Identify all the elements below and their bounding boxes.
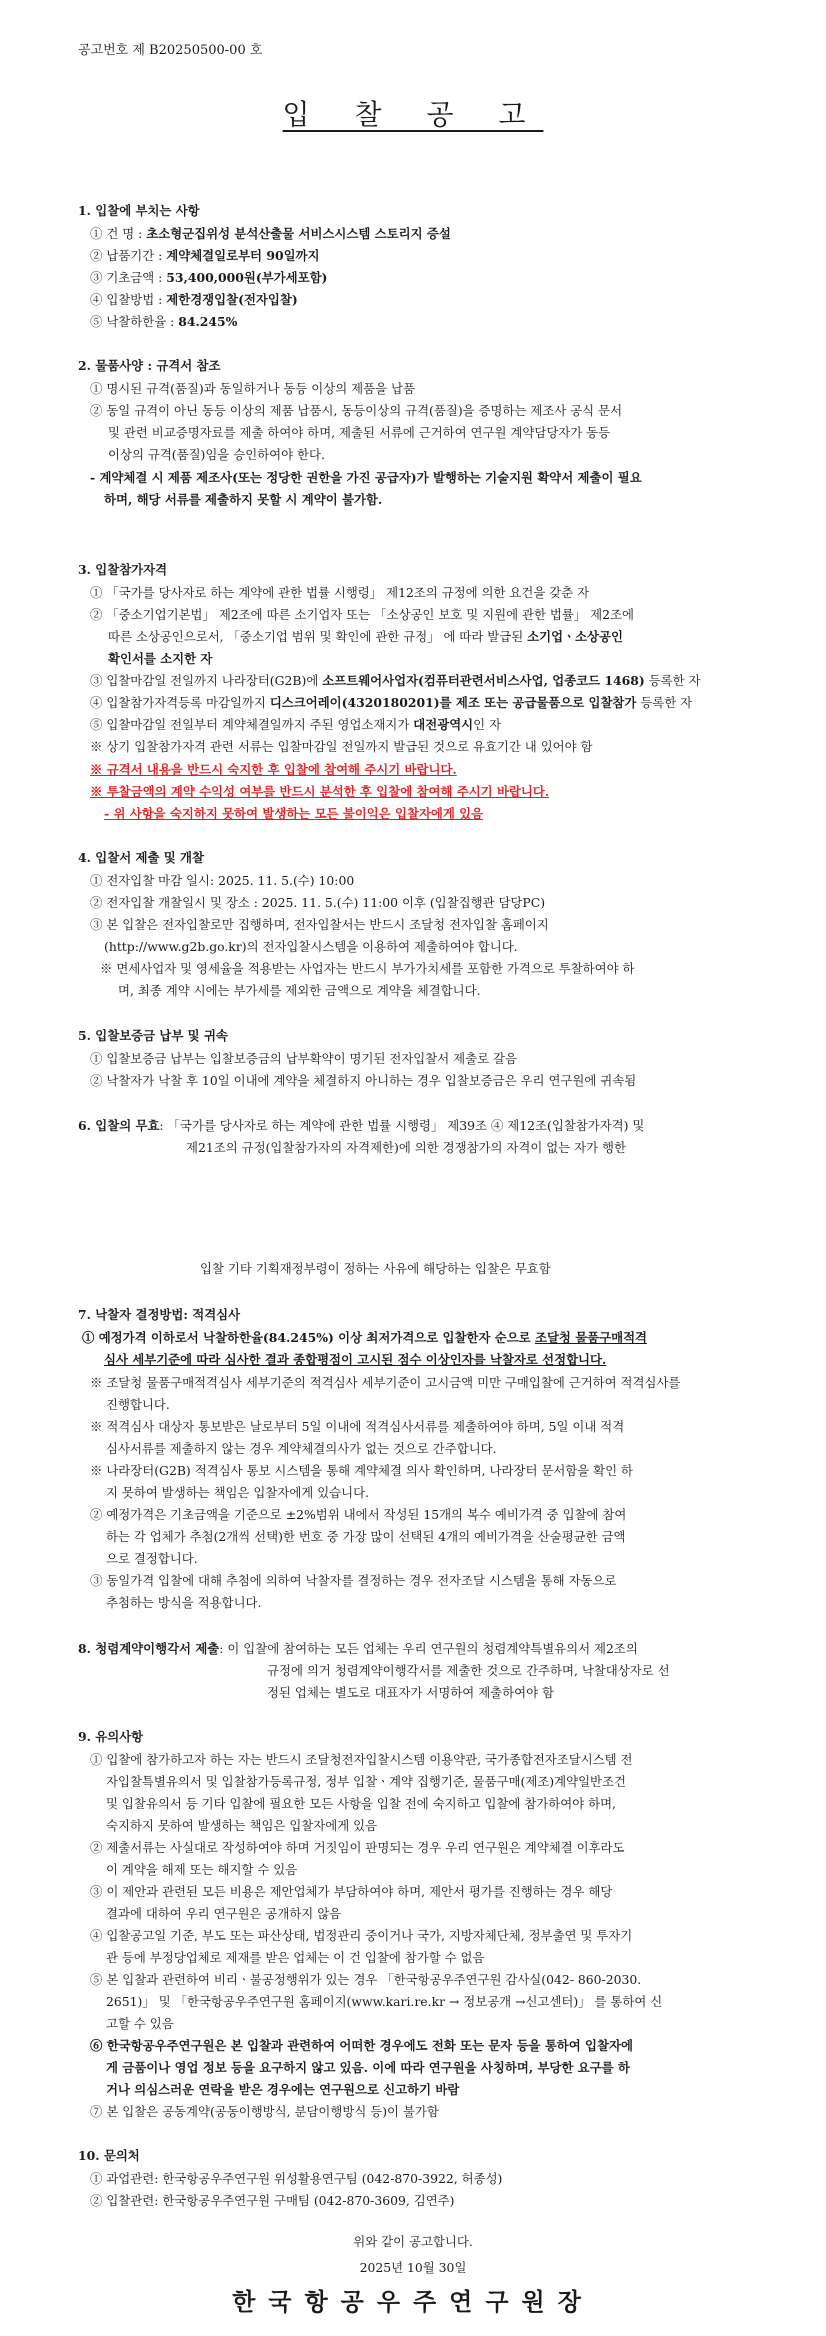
s10-line: ① 과업관련: 한국항공우주연구원 위성활용연구팀 (042-870-3922, 허종성) (90, 2171, 503, 2186)
s4-line: 며, 최종 계약 시에는 부가세를 제외한 금액으로 계약을 체결합니다. (118, 983, 481, 998)
title-text: 입 찰 공 고 (282, 98, 544, 131)
section-4-heading: 4. 입찰서 제출 및 개찰 (78, 850, 204, 865)
s7-underline: 조달청 물품구매적격 (534, 1330, 648, 1345)
s9-line: 결과에 대하여 우리 연구원은 공개하지 않음 (106, 1906, 342, 1921)
s1-item (90, 250, 320, 262)
s9-line: ⑥ 한국항공우주연구원은 본 입찰과 관련하여 어떠한 경우에도 전화 또는 문자 등을 통하여 입찰자에 (90, 2038, 633, 2053)
s4-line: ※ 면세사업자 및 영세율을 적용받는 사업자는 반드시 부가가치세를 포함한 가격으로 투찰하여야 하 (100, 961, 635, 976)
s1-item-label: ③ 기초금액 : (90, 270, 167, 285)
s1-item-value: 제한경쟁입찰(전자입찰) (166, 292, 298, 307)
s9-line: 이 계약을 해제 또는 해지할 수 있음 (106, 1862, 298, 1877)
s9-line: 거나 의심스러운 연락을 받은 경우에는 연구원으로 신고하기 바람 (106, 2082, 460, 2097)
s8-line (78, 1643, 638, 1655)
s6-text: : 「국가를 당사자로 하는 계약에 관한 법률 시행령」 제39조 ④ 제12조(입찰참가자격) 및 (159, 1118, 645, 1133)
section-3-heading: 3. 입찰참가자격 (78, 562, 168, 577)
section-2-heading: 2. 물품사양 : 규격서 참조 (78, 358, 221, 373)
s6-line: 제21조의 규정(입찰참가자의 자격제한)에 의한 경쟁참가의 자격이 없는 자가 행한 (186, 1140, 626, 1155)
s5-line: ① 입찰보증금 납부는 입찰보증금의 납부확약이 명기된 전자입찰서 제출로 갈음 (90, 1051, 517, 1066)
s3-bold: 디스크어레이(4320180201)를 제조 또는 공급물품으로 입찰참가 (269, 695, 637, 710)
s7-note: 지 못하여 발생하는 책임은 입찰자에게 있습니다. (106, 1485, 370, 1500)
s9-line: ⑦ 본 입찰은 공동계약(공동이행방식, 분담이행방식 등)이 불가함 (90, 2104, 439, 2119)
s1-item-label: ④ 입찰방법 : (90, 292, 167, 307)
s3-text: ④ 입찰참가자격등록 마감일까지 (90, 695, 270, 710)
s1-item-label: ⑤ 낙찰하한율 : (90, 314, 179, 329)
s9-line: ④ 입찰공고일 기준, 부도 또는 파산상태, 법정관리 중이거나 국가, 지방자체단체, 정부출연 및 투자기 (90, 1928, 633, 1943)
s8-line: 규정에 의거 청렴계약이행각서를 제출한 것으로 간주하며, 낙찰대상자로 선 (267, 1663, 670, 1678)
s3-line (90, 697, 692, 709)
s7-note: ※ 나라장터(G2B) 적격심사 통보 시스템을 통해 계약체결 의사 확인하며, 나라장터 문서함을 확인 하 (90, 1463, 634, 1478)
s9-line: ③ 이 제안과 관련된 모든 비용은 제안업체가 부담하여야 하며, 제안서 평가를 진행하는 경우 해당 (90, 1884, 613, 1899)
s3-warning: ※ 규격서 내용을 반드시 숙지한 후 입찰에 참여해 주시기 바랍니다. (90, 762, 457, 777)
s3-text: 등록한 자 (644, 673, 701, 688)
section-6-heading: 6. 입찰의 무효 (78, 1118, 160, 1133)
s7-note: 진행합니다. (106, 1397, 170, 1412)
s3-text: 따른 소상공인으로서, 「중소기업 범위 및 확인에 관한 규정」 에 따라 발급된 (108, 629, 528, 644)
s3-text: 인 자 (473, 717, 502, 732)
s3-line (90, 719, 501, 731)
s9-line: 숙지하지 못하여 발생하는 책임은 입찰자에게 있음 (106, 1818, 378, 1833)
s2-line: 및 관련 비교증명자료를 제출 하여야 하며, 제출된 서류에 근거하여 연구원 계약담당자가 동등 (108, 425, 611, 440)
s1-item-value: 초소형군집위성 분석산출물 서비스시스템 스토리지 증설 (146, 226, 451, 241)
s2-line: ② 동일 규격이 아닌 동등 이상의 제품 납품시, 동등이상의 규격(품질)을 증명하는 제조사 공식 문서 (90, 403, 623, 418)
s2-line: 이상의 규격(품질)임을 승인하여야 한다. (108, 447, 325, 462)
s1-item-value: 84.245% (178, 314, 238, 329)
s1-item (90, 272, 327, 284)
s1-item-label: ② 납품기간 : (90, 248, 167, 263)
s10-line: ② 입찰관련: 한국항공우주연구원 구매팀 (042-870-3609, 김연주) (90, 2193, 455, 2208)
s4-line: (http://www.g2b.go.kr)의 전자입찰시스템을 이용하여 제출하여야 합니다. (104, 939, 518, 954)
s7-note: 심사서류를 제출하지 않는 경우 계약체결의사가 없는 것으로 간주합니다. (106, 1441, 497, 1456)
s7-line: 하는 각 업체가 추첨(2개씩 선택)한 번호 중 가장 많이 선택된 4개의 예비가격을 산술평균한 금액 (106, 1529, 626, 1544)
s1-item (90, 228, 451, 240)
s2-note: - 계약체결 시 제품 제조사(또는 정당한 권한을 가진 공급자)가 발행하는 기술지원 확약서 제출이 필요 (90, 470, 642, 485)
s1-item (90, 316, 237, 328)
s7-line: 심사 세부기준에 따라 심사한 결과 종합평점이 고시된 점수 이상인자를 낙찰자로 선정합니다. (104, 1352, 607, 1367)
s1-item (90, 294, 298, 306)
s3-line: ② 「중소기업기본법」 제2조에 따른 소기업자 또는 「소상공인 보호 및 지원에 관한 법률」 제2조에 (90, 607, 634, 622)
s7-note: ※ 조달청 물품구매적격심사 세부기준의 적격심사 세부기준이 고시금액 미만 구매입찰에 근거하여 적격심사를 (90, 1375, 681, 1390)
notice-number: 공고번호 제 B20250500-00 호 (78, 43, 263, 58)
section-1-heading: 1. 입찰에 부치는 사항 (78, 203, 200, 218)
s3-line: ※ 상기 입찰참가자격 관련 서류는 입찰마감일 전일까지 발급된 것으로 유효기간 내 있어야 함 (90, 739, 593, 754)
s2-note: 하며, 해당 서류를 제출하지 못할 시 계약이 불가함. (104, 492, 383, 507)
s5-line: ② 낙찰자가 낙찰 후 10일 이내에 계약을 체결하지 아니하는 경우 입찰보증금은 우리 연구원에 귀속됨 (90, 1073, 637, 1088)
s3-line: 확인서를 소지한 자 (108, 651, 213, 666)
s7-line: ② 예정가격은 기초금액을 기준으로 ±2%범위 내에서 작성된 15개의 복수 예비가격 중 입찰에 참여 (90, 1507, 627, 1522)
s9-line: 2651)」 및 「한국항공우주연구원 홈페이지(www.kari.re.kr → 정보공개 →신고센터)」 를 통하여 신 (106, 1994, 663, 2009)
section-9-heading: 9. 유의사항 (78, 1729, 144, 1744)
s3-text: ③ 입찰마감일 전일까지 나라장터(G2B)에 (90, 673, 323, 688)
closing-date: 2025년 10월 30일 (359, 2260, 467, 2275)
page-title (0, 98, 826, 131)
s4-line: ① 전자입찰 마감 일시: 2025. 11. 5.(수) 10:00 (90, 873, 355, 888)
s7-line: 으로 결정합니다. (106, 1551, 198, 1566)
section-7-heading: 7. 낙찰자 결정방법: 적격심사 (78, 1307, 241, 1322)
s3-bold: 소프트웨어사업자(컴퓨터관련서비스사업, 업종코드 1468) (322, 673, 645, 688)
s7-note: ※ 적격심사 대상자 통보받은 날로부터 5일 이내에 적격심사서류를 제출하여야 하며, 5일 이내 적격 (90, 1419, 625, 1434)
s4-line: ③ 본 입찰은 전자입찰로만 집행하며, 전자입찰서는 반드시 조달청 전자입찰 홈페이지 (90, 917, 549, 932)
s9-line: ⑤ 본 입찰과 관련하여 비리ㆍ불공정행위가 있는 경우 「한국항공우주연구원 감사실(042- 860-2030. (90, 1972, 642, 1987)
s2-line: ① 명시된 규격(품질)과 동일하거나 동등 이상의 제품을 납품 (90, 381, 415, 396)
s6-line (78, 1120, 644, 1132)
s4-line: ② 전자입찰 개찰일시 및 장소 : 2025. 11. 5.(수) 11:00 이후 (입찰집행관 담당PC) (90, 895, 546, 910)
s7-text: ① 예정가격 이하로서 낙찰하한율(84.245%) 이상 최저가격으로 입찰한자 순으로 (82, 1330, 535, 1345)
section-8-heading: 8. 청렴계약이행각서 제출 (78, 1641, 220, 1656)
s9-line: ① 입찰에 참가하고자 하는 자는 반드시 조달청전자입찰시스템 이용약관, 국가종합전자조달시스템 전 (90, 1752, 633, 1767)
s1-item-value: 계약체결일로부터 90일까지 (166, 248, 320, 263)
s7-line: 추첨하는 방식을 적용합니다. (106, 1595, 262, 1610)
s3-bold: 소기업ㆍ소상공인 (527, 629, 623, 644)
s9-line: 및 입찰유의서 등 기타 입찰에 필요한 모든 사항을 입찰 전에 숙지하고 입찰에 참가하여야 하며, (106, 1796, 616, 1811)
s9-line: 관 등에 부정당업체로 제재를 받은 업체는 이 건 입찰에 참가할 수 없음 (106, 1950, 485, 1965)
s3-bold: 대전광역시 (413, 717, 474, 732)
s9-line: 고할 수 있음 (106, 2016, 174, 2031)
s3-line (90, 675, 701, 687)
s9-line: 자입찰특별유의서 및 입찰참가등록규정, 정부 입찰ㆍ계약 집행기준, 물품구매(제조)계약일반조건 (106, 1774, 626, 1789)
s3-text: 등록한 자 (636, 695, 693, 710)
section-10-heading: 10. 문의처 (78, 2148, 140, 2163)
s3-line: ① 「국가를 당사자로 하는 계약에 관한 법률 시행령」 제12조의 규정에 의한 요건을 갖춘 자 (90, 585, 590, 600)
issuer-name: 한국항공우주연구원장 (232, 2287, 594, 2316)
s9-line: ② 제출서류는 사실대로 작성하여야 하며 거짓임이 판명되는 경우 우리 연구원은 계약체결 이후라도 (90, 1840, 625, 1855)
closing-text: 위와 같이 공고합니다. (353, 2234, 473, 2249)
s7-line: ③ 동일가격 입찰에 대해 추첨에 의하여 낙찰자를 결정하는 경우 전자조달 시스템을 통해 자동으로 (90, 1573, 617, 1588)
s3-warning: - 위 사항을 숙지하지 못하여 발생하는 모든 불이익은 입찰자에게 있음 (104, 806, 484, 821)
s3-warning: ※ 투찰금액의 계약 수익성 여부를 반드시 분석한 후 입찰에 참여해 주시기 바랍니다. (90, 784, 550, 799)
s9-line: 게 금품이나 영업 정보 등을 요구하지 않고 있음. 이에 따라 연구원을 사칭하며, 부당한 요구를 하 (106, 2060, 630, 2075)
s3-line (108, 631, 623, 643)
s6-line: 입찰 기타 기획재정부령이 정하는 사유에 해당하는 입찰은 무효함 (200, 1261, 551, 1276)
s8-line: 정된 업체는 별도로 대표자가 서명하여 제출하여야 함 (267, 1685, 554, 1700)
s1-item-value: 53,400,000원(부가세포함) (166, 270, 328, 285)
section-5-heading: 5. 입찰보증금 납부 및 귀속 (78, 1028, 228, 1043)
s3-text: ⑤ 입찰마감일 전일부터 계약체결일까지 주된 영업소재지가 (90, 717, 414, 732)
s7-line (82, 1332, 647, 1344)
s8-text: : 이 입찰에 참여하는 모든 업체는 우리 연구원의 청렴계약특별유의서 제2조의 (219, 1641, 638, 1656)
s1-item-label: ① 건 명 : (90, 226, 147, 241)
